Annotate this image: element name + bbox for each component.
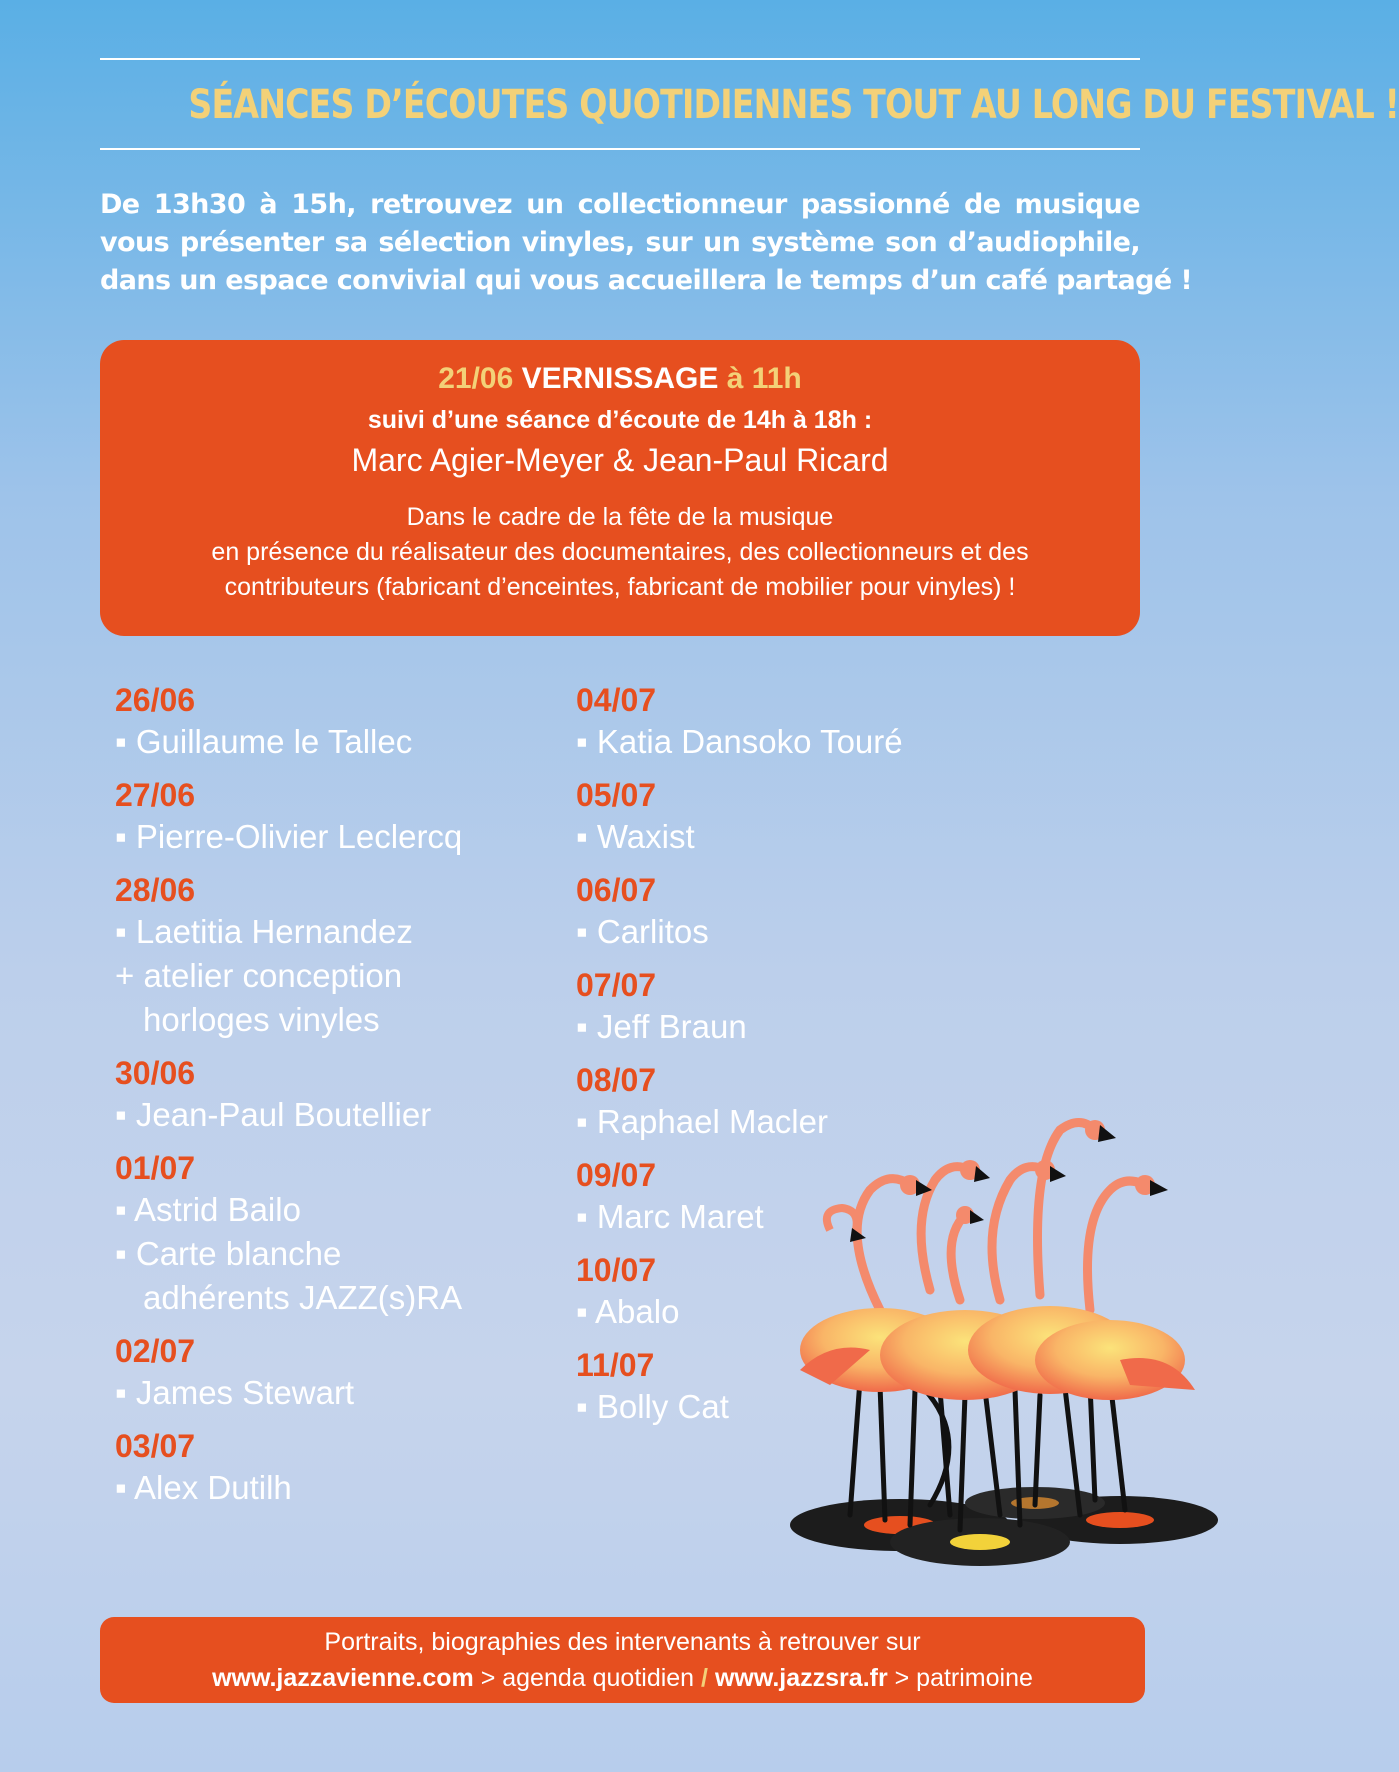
- schedule-entry: [576, 965, 996, 1049]
- vernissage-date: 21/06: [438, 362, 514, 395]
- vernissage-subtitle: suivi d’une séance d’écoute de 14h à 18h :: [367, 406, 873, 434]
- vernissage-box: [100, 340, 1140, 636]
- schedule-speaker: ▪ Guillaume le Tallec: [115, 723, 413, 760]
- schedule-date: 26/06: [115, 682, 196, 718]
- schedule-entry: [115, 1148, 555, 1320]
- schedule-speaker: + atelier conception: [115, 957, 403, 994]
- schedule-date: 07/07: [576, 967, 657, 1003]
- intro-line: dans un espace convivial qui vous accueillera le temps d’un café partagé !: [100, 265, 1193, 296]
- schedule-speaker: ▪ Pierre-Olivier Leclercq: [115, 818, 463, 855]
- schedule-entry: [115, 1426, 555, 1510]
- vernissage-label: VERNISSAGE: [521, 362, 719, 395]
- schedule-speaker: ▪ Waxist: [576, 818, 695, 855]
- schedule-entry: [115, 870, 555, 1042]
- vernissage-time: à 11h: [726, 362, 802, 395]
- schedule-speaker: ▪ Alex Dutilh: [115, 1469, 292, 1506]
- schedule-entry: [576, 775, 996, 859]
- schedule-date: 04/07: [576, 682, 657, 718]
- schedule-date: 10/07: [576, 1252, 657, 1288]
- schedule-speaker: adhérents JAZZ(s)RA: [143, 1279, 463, 1316]
- schedule-speaker: ▪ Raphael Macler: [576, 1103, 828, 1140]
- schedule-speaker: ▪ Carlitos: [576, 913, 709, 950]
- vernissage-desc-line: contributeurs (fabricant d’enceintes, fabricant de mobilier pour vinyles) !: [224, 573, 1016, 601]
- footer-banner: [100, 1617, 1145, 1703]
- flamingo-vinyl-illustration: [790, 1110, 1220, 1570]
- vernissage-desc-line: Dans le cadre de la fête de la musique: [406, 503, 834, 531]
- intro-paragraph: [100, 186, 1193, 300]
- agenda-text: > agenda quotidien: [473, 1664, 702, 1692]
- schedule-speaker: ▪ Jean-Paul Boutellier: [115, 1096, 432, 1133]
- vernissage-heading: [100, 362, 1140, 396]
- schedule-date: 05/07: [576, 777, 657, 813]
- schedule-speaker: ▪ James Stewart: [115, 1374, 355, 1411]
- jazzavienne-link[interactable]: www.jazzavienne.com: [212, 1664, 474, 1692]
- schedule-date: 03/07: [115, 1428, 196, 1464]
- schedule-date: 30/06: [115, 1055, 196, 1091]
- schedule-date: 02/07: [115, 1333, 196, 1369]
- schedule-speaker: ▪ Astrid Bailo: [115, 1191, 301, 1228]
- jazzsra-link[interactable]: www.jazzsra.fr: [708, 1664, 888, 1692]
- schedule-speaker: ▪ Abalo: [576, 1293, 680, 1330]
- vernissage-desc-line: en présence du réalisateur des documentaires, des collectionneurs et des: [211, 538, 1029, 566]
- schedule-date: 09/07: [576, 1157, 657, 1193]
- separator-slash: /: [701, 1664, 708, 1692]
- title-rule-top: [100, 58, 1140, 60]
- schedule-date: 08/07: [576, 1062, 657, 1098]
- schedule-speaker: horloges vinyles: [143, 1001, 380, 1038]
- schedule-speaker: ▪ Jeff Braun: [576, 1008, 747, 1045]
- flamingo-bodies: [800, 1306, 1195, 1400]
- schedule-date: 06/07: [576, 872, 657, 908]
- schedule-speaker: ▪ Carte blanche: [115, 1235, 342, 1272]
- footer-text: Portraits, biographies des intervenants à retrouver sur: [324, 1628, 921, 1656]
- title-rule-bottom: [100, 148, 1140, 150]
- schedule-speaker: ▪ Katia Dansoko Touré: [576, 723, 903, 760]
- page-title: SÉANCES D’ÉCOUTES QUOTIDIENNES TOUT AU LONG DU FESTIVAL !: [188, 82, 1399, 128]
- schedule-speaker: ▪ Laetitia Hernandez: [115, 913, 413, 950]
- schedule-date: 11/07: [576, 1347, 655, 1383]
- footer-links: [100, 1660, 1145, 1696]
- vernissage-guests: Marc Agier-Meyer & Jean-Paul Ricard: [351, 442, 889, 478]
- schedule-entry: [115, 680, 555, 764]
- patrimoine-text: > patrimoine: [887, 1664, 1033, 1692]
- schedule-left-column: [115, 680, 555, 1521]
- schedule-entry: [115, 1053, 555, 1137]
- schedule-entry: [576, 680, 996, 764]
- vernissage-description: [100, 500, 1140, 605]
- schedule-entry: [115, 775, 555, 859]
- schedule-date: 01/07: [115, 1150, 196, 1186]
- schedule-entry: [576, 870, 996, 954]
- schedule-entry: [115, 1331, 555, 1415]
- intro-line: vous présenter sa sélection vinyles, sur un système son d’audiophile,: [100, 227, 1140, 258]
- schedule-speaker: ▪ Marc Maret: [576, 1198, 764, 1235]
- flamingo-necks: [857, 1123, 1145, 1311]
- vinyl-record-icon: [890, 1518, 1070, 1566]
- schedule-date: 27/06: [115, 777, 196, 813]
- schedule-date: 28/06: [115, 872, 196, 908]
- intro-line: De 13h30 à 15h, retrouvez un collectionneur passionné de musique: [100, 189, 1140, 220]
- schedule-speaker: ▪ Bolly Cat: [576, 1388, 729, 1425]
